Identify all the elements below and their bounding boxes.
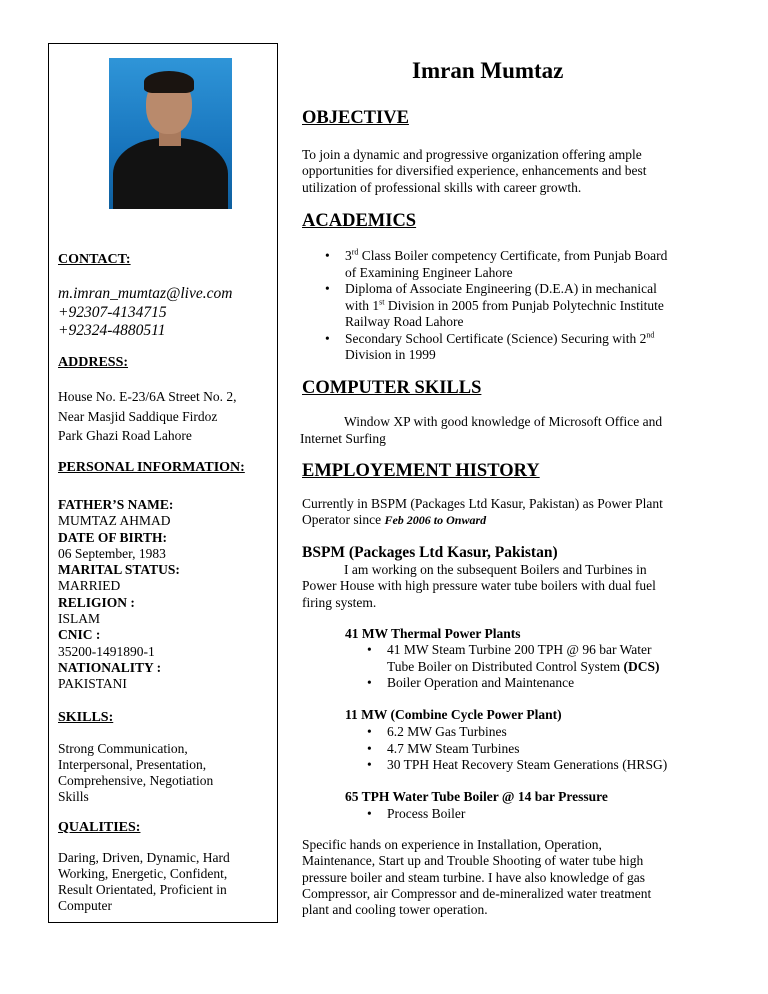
address-heading: ADDRESS: bbox=[58, 355, 129, 370]
plant2-list bbox=[364, 724, 704, 774]
qualities-line: Computer bbox=[58, 898, 112, 913]
field-label: NATIONALITY : bbox=[58, 659, 162, 675]
field-label: CNIC : bbox=[58, 627, 101, 643]
computer-line: Internet Surfing bbox=[300, 430, 386, 446]
closing-line: plant and cooling tower operation. bbox=[302, 902, 488, 918]
field-label: DATE OF BIRTH: bbox=[58, 529, 168, 545]
plant3-list bbox=[364, 806, 704, 823]
qualities-heading: QUALITIES: bbox=[58, 820, 141, 835]
desc-line: I am working on the subsequent Boilers and Turbines in bbox=[344, 562, 647, 577]
plant3-title: 65 TPH Water Tube Boiler @ 14 bar Pressure bbox=[345, 789, 608, 804]
email: m.imran_mumtaz@live.com bbox=[58, 285, 233, 302]
contact-details bbox=[58, 285, 232, 341]
employment-intro bbox=[302, 496, 692, 529]
computer-line: Window XP with good knowledge of Microsoft Office and bbox=[344, 414, 663, 429]
closing-line: Maintenance, Start up and Trouble Shooting of water tube high bbox=[302, 853, 644, 869]
closing-paragraph bbox=[302, 837, 692, 918]
field-value: MARRIED bbox=[58, 578, 121, 594]
field-value: MUMTAZ AHMAD bbox=[58, 513, 171, 529]
phone: +92324-4880511 bbox=[58, 322, 166, 339]
skills-heading: SKILLS: bbox=[58, 710, 114, 725]
objective-text bbox=[302, 147, 692, 196]
field-label: RELIGION : bbox=[58, 594, 135, 610]
closing-line: Specific hands on experience in Installation, Operation, bbox=[302, 837, 602, 852]
personal-heading: PERSONAL INFORMATION: bbox=[58, 460, 245, 475]
list-item: • 4.7 MW Steam Turbines bbox=[364, 741, 704, 758]
objective-line: To join a dynamic and progressive organization offering ample bbox=[302, 147, 642, 162]
employment-heading: EMPLOYEMENT HISTORY bbox=[302, 461, 540, 481]
field-value: 35200-1491890-1 bbox=[58, 643, 155, 659]
phone: +92307-4134715 bbox=[58, 303, 167, 321]
list-item: • Process Boiler bbox=[364, 806, 704, 823]
computer-skills-heading: COMPUTER SKILLS bbox=[302, 378, 482, 398]
skills-text bbox=[58, 741, 213, 805]
desc-line: firing system. bbox=[302, 594, 377, 610]
field-value: 06 September, 1983 bbox=[58, 545, 166, 561]
personal-info bbox=[58, 497, 180, 693]
address-line: Park Ghazi Road Lahore bbox=[58, 428, 192, 443]
plant1-list bbox=[364, 642, 704, 692]
sidebar bbox=[48, 43, 278, 923]
academics-heading: ACADEMICS bbox=[302, 211, 417, 231]
qualities-line: Result Orientated, Proficient in bbox=[58, 882, 227, 897]
address bbox=[58, 387, 273, 446]
skills-line: Skills bbox=[58, 789, 89, 804]
list-item: • 41 MW Steam Turbine 200 TPH @ 96 bar Water Tube Boiler on Distributed Control System (DCS) bbox=[364, 642, 704, 675]
skills-line: Interpersonal, Presentation, bbox=[58, 757, 207, 772]
list-item: • Secondary School Certificate (Science) Securing with 2nd Division in 1999 bbox=[322, 331, 702, 364]
list-item: • Diploma of Associate Engineering (D.E.A) in mechanical with 1st Division in 2005 from Punjab Polytechnic Institute Railway Road Lahore bbox=[322, 281, 702, 331]
address-line: House No. E-23/6A Street No. 2, bbox=[58, 389, 237, 404]
skills-line: Strong Communication, bbox=[58, 741, 188, 756]
computer-skills-text bbox=[302, 414, 692, 447]
company-name: BSPM (Packages Ltd Kasur, Pakistan) bbox=[302, 544, 558, 561]
qualities-line: Working, Energetic, Confident, bbox=[58, 866, 228, 881]
list-item: • 3rd Class Boiler competency Certificate, from Punjab Board of Examining Engineer Lahore bbox=[322, 248, 702, 281]
closing-line: Compressor, air Compressor and de-mineralized water treatment bbox=[302, 885, 652, 901]
list-item: • Boiler Operation and Maintenance bbox=[364, 675, 704, 692]
list-item: • 6.2 MW Gas Turbines bbox=[364, 724, 704, 741]
candidate-name: Imran Mumtaz bbox=[412, 58, 564, 83]
profile-photo bbox=[109, 58, 232, 209]
intro-line: Currently in BSPM (Packages Ltd Kasur, Pakistan) as Power Plant bbox=[302, 496, 663, 511]
plant2-title: 11 MW (Combine Cycle Power Plant) bbox=[345, 707, 562, 722]
closing-line: pressure boiler and steam turbine. I have also knowledge of gas bbox=[302, 869, 646, 885]
list-item: • 30 TPH Heat Recovery Steam Generations (HRSG) bbox=[364, 757, 704, 774]
intro-line: Operator since Feb 2006 to Onward bbox=[302, 512, 487, 528]
address-line: Near Masjid Saddique Firdoz bbox=[58, 408, 218, 424]
objective-heading: OBJECTIVE bbox=[302, 108, 409, 128]
objective-line: utilization of professional skills with career growth. bbox=[302, 179, 582, 195]
field-value: PAKISTANI bbox=[58, 676, 127, 692]
qualities-line: Daring, Driven, Dynamic, Hard bbox=[58, 850, 230, 865]
desc-line: Power House with high pressure water tube boilers with dual fuel bbox=[302, 578, 656, 594]
objective-line: opportunities for diversified experience, enhancements and best bbox=[302, 163, 647, 179]
contact-heading: CONTACT: bbox=[58, 252, 131, 267]
field-value: ISLAM bbox=[58, 611, 101, 627]
field-label: MARITAL STATUS: bbox=[58, 562, 180, 578]
qualities-text bbox=[58, 850, 230, 914]
skills-line: Comprehensive, Negotiation bbox=[58, 773, 214, 788]
plant1-title: 41 MW Thermal Power Plants bbox=[345, 626, 521, 641]
company-description bbox=[302, 562, 692, 611]
field-label: FATHER’S NAME: bbox=[58, 497, 174, 512]
academics-list bbox=[322, 248, 702, 364]
